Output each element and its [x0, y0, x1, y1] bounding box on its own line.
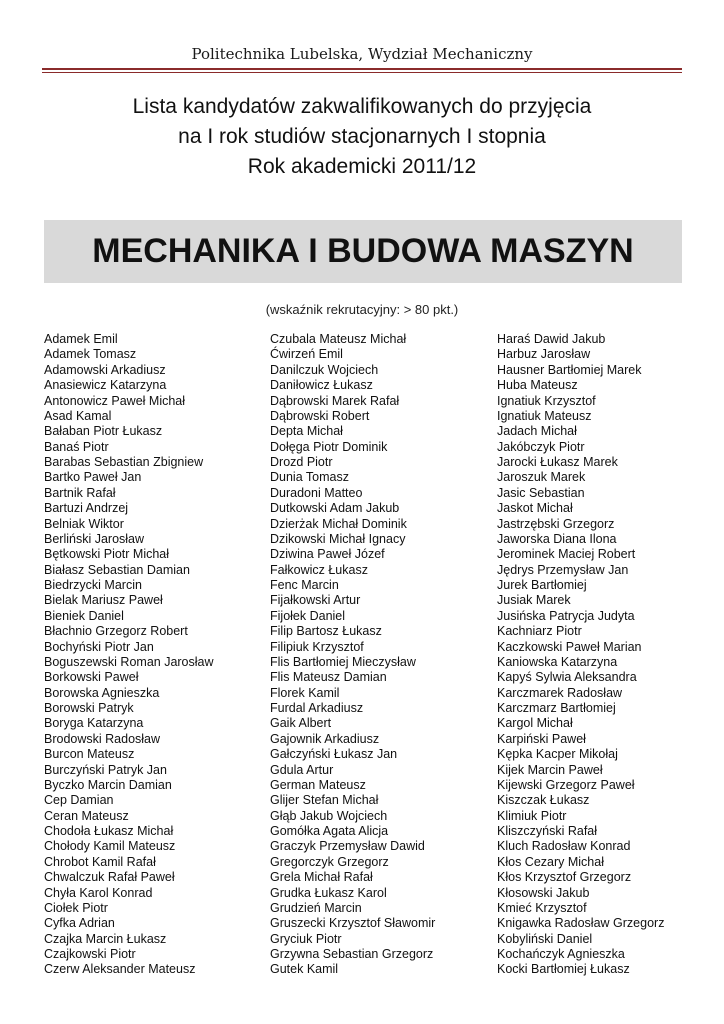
candidate-name: Chrobot Kamil Rafał [44, 854, 156, 869]
candidate-name: Białasz Sebastian Damian [44, 562, 190, 577]
candidate-name: Kochańczyk Agnieszka [497, 947, 625, 961]
candidate-name: Fenc Marcin [270, 578, 339, 592]
candidate-name: Dzierżak Michał Dominik [270, 516, 407, 531]
candidate-name: Kaczkowski Paweł Marian [497, 639, 642, 654]
title-line-3: Rok akademicki 2011/12 [247, 155, 477, 178]
candidate-name: Jurek Bartłomiej [497, 578, 587, 592]
candidate-name: Jaskot Michał [497, 501, 573, 516]
candidate-name: Kargol Michał [497, 716, 573, 731]
candidate-name: Kłos Krzysztof Grzegorz [497, 870, 632, 885]
candidate-name: Grzywna Sebastian Grzegorz [270, 947, 434, 961]
candidate-name: Kiszczak Łukasz [497, 793, 590, 808]
candidate-name: Fałkowicz Łukasz [270, 562, 368, 577]
candidate-name: Czerw Aleksander Mateusz [44, 962, 196, 977]
candidate-name: Kijek Marcin Paweł [497, 762, 603, 777]
candidate-column-1 [44, 332, 214, 978]
candidate-name: Błachnio Grzegorz Robert [44, 624, 188, 639]
candidate-name: Kapyś Sylwia Aleksandra [497, 670, 637, 685]
candidate-name: Ćwirzeń Emil [270, 347, 343, 362]
candidate-column-2 [270, 332, 435, 978]
candidate-name: Cep Damian [44, 793, 114, 808]
candidate-name: Jarocki Łukasz Marek [497, 455, 618, 469]
candidate-name: Kobyliński Daniel [497, 931, 593, 946]
title-line-1: Lista kandydatów zakwalifikowanych do przyjęcia [132, 95, 592, 118]
candidate-name: Głąb Jakub Wojciech [270, 808, 388, 823]
candidate-name: Jaworska Diana Ilona [497, 531, 617, 546]
candidate-name: Jusiak Marek [497, 593, 571, 608]
candidate-name: Kłosowski Jakub [497, 885, 590, 900]
candidate-name: Drozd Piotr [270, 455, 333, 469]
candidate-name: Klimiuk Piotr [497, 808, 567, 823]
candidate-name: Bartko Paweł Jan [44, 470, 142, 485]
candidate-name: Gałczyński Łukasz Jan [270, 747, 398, 762]
candidate-name: Bieniek Daniel [44, 608, 124, 623]
candidate-name: Dziwina Paweł Józef [270, 547, 385, 562]
candidate-name: Glijer Stefan Michał [270, 793, 379, 808]
candidate-name: Gajownik Arkadiusz [270, 731, 380, 746]
candidate-name: Haraś Dawid Jakub [497, 332, 606, 346]
candidate-name: Gutek Kamil [270, 962, 339, 977]
candidate-name: Ignatiuk Mateusz [497, 408, 592, 423]
candidate-name: Ciołek Piotr [44, 900, 108, 915]
candidate-name: Filipiuk Krzysztof [270, 639, 364, 654]
candidate-name: Boguszewski Roman Jarosław [44, 654, 214, 669]
candidate-name: Barabas Sebastian Zbigniew [44, 455, 204, 469]
candidate-name: Czajka Marcin Łukasz [44, 931, 167, 946]
candidate-name: Brodowski Radosław [44, 731, 161, 746]
candidate-name: Daniłowicz Łukasz [270, 378, 373, 393]
candidate-name: Fijałkowski Artur [270, 593, 361, 608]
candidate-name: Dąbrowski Marek Rafał [270, 393, 400, 408]
candidate-name: Gdula Artur [270, 762, 334, 777]
candidate-name: Jakóbczyk Piotr [497, 439, 585, 454]
candidate-name: Furdal Arkadiusz [270, 701, 364, 715]
candidate-name: Dąbrowski Robert [270, 408, 370, 423]
candidate-name: Flis Bartłomiej Mieczysław [270, 654, 416, 669]
candidate-name: Jędrys Przemysław Jan [497, 562, 629, 577]
candidate-name: Jusińska Patrycja Judyta [497, 608, 635, 623]
candidate-name: Huba Mateusz [497, 378, 578, 393]
recruitment-note: (wskaźnik rekrutacyjny: > 80 pkt.) [265, 302, 459, 317]
candidate-name: German Mateusz [270, 777, 366, 792]
candidate-name: Hausner Bartłomiej Marek [497, 362, 642, 377]
candidate-name: Borkowski Paweł [44, 670, 139, 685]
candidate-name: Byczko Marcin Damian [44, 777, 172, 792]
candidate-name: Boryga Katarzyna [44, 716, 144, 731]
candidate-name: Asad Kamal [44, 408, 112, 423]
candidate-name: Fijołek Daniel [270, 608, 346, 623]
candidate-name: Burcon Mateusz [44, 747, 135, 762]
candidate-name: Anasiewicz Katarzyna [44, 378, 167, 393]
candidate-name: Berliński Jarosław [44, 531, 145, 546]
candidate-name: Jaroszuk Marek [497, 470, 586, 485]
candidate-name: Knigawka Radosław Grzegorz [497, 916, 665, 931]
header-institution: Politechnika Lubelska, Wydział Mechaniczny [191, 45, 533, 63]
candidate-name: Dołęga Piotr Dominik [270, 439, 388, 454]
candidate-name: Kępka Kacper Mikołaj [497, 747, 618, 762]
candidate-name: Borowski Patryk [44, 701, 134, 715]
candidate-name: Gomółka Agata Alicja [270, 824, 389, 838]
candidate-name: Adamek Tomasz [44, 347, 137, 362]
candidate-name: Flis Mateusz Damian [270, 670, 387, 685]
candidate-name: Grudka Łukasz Karol [270, 885, 387, 900]
candidate-name: Ceran Mateusz [44, 808, 129, 823]
candidate-name: Biedrzycki Marcin [44, 578, 142, 592]
candidate-name: Ignatiuk Krzysztof [497, 393, 596, 408]
candidate-name: Jadach Michał [497, 424, 577, 439]
candidate-name: Bochyński Piotr Jan [44, 639, 154, 654]
candidate-name: Antonowicz Paweł Michał [44, 393, 186, 408]
program-name: MECHANIKA I BUDOWA MASZYN [92, 232, 634, 270]
candidate-name: Filip Bartosz Łukasz [270, 624, 382, 639]
candidate-name: Czubala Mateusz Michał [270, 332, 407, 346]
candidate-name: Dzikowski Michał Ignacy [270, 531, 406, 546]
candidate-name: Kliszczyński Rafał [497, 824, 598, 838]
candidate-name: Kijewski Grzegorz Paweł [497, 777, 635, 792]
candidate-name: Adamek Emil [44, 332, 118, 346]
candidate-name: Kaniowska Katarzyna [497, 654, 618, 669]
header-rule-thin [42, 72, 682, 73]
candidate-name: Karczmarek Radosław [497, 685, 623, 700]
candidate-name: Jasic Sebastian [497, 485, 585, 500]
candidate-name: Bielak Mariusz Paweł [44, 593, 163, 608]
candidate-name: Cyfka Adrian [44, 916, 115, 931]
candidate-name: Karczmarz Bartłomiej [497, 701, 616, 715]
candidate-name: Adamowski Arkadiusz [44, 362, 166, 377]
candidate-name: Bartnik Rafał [44, 485, 116, 500]
candidate-name: Kocki Bartłomiej Łukasz [497, 962, 630, 977]
candidate-name: Chołody Kamil Mateusz [44, 839, 176, 854]
candidate-name: Gruszecki Krzysztof Sławomir [270, 916, 436, 931]
candidate-name: Grudzień Marcin [270, 900, 362, 915]
candidate-name: Belniak Wiktor [44, 516, 124, 531]
candidate-name: Chodoła Łukasz Michał [44, 824, 174, 838]
candidate-name: Kluch Radosław Konrad [497, 839, 631, 854]
candidate-name: Chwalczuk Rafał Paweł [44, 870, 175, 885]
candidate-name: Jerominek Maciej Robert [497, 547, 636, 562]
document-title [0, 92, 724, 182]
candidate-name: Borowska Agnieszka [44, 685, 160, 700]
program-banner [44, 220, 682, 283]
candidate-column-3 [497, 332, 664, 978]
candidate-name: Danilczuk Wojciech [270, 362, 379, 377]
candidate-name: Bartuzi Andrzej [44, 501, 129, 516]
candidate-name: Duradoni Matteo [270, 485, 363, 500]
candidate-name: Czajkowski Piotr [44, 947, 136, 961]
header-rule [42, 68, 682, 70]
candidate-name: Gregorczyk Grzegorz [270, 854, 389, 869]
candidate-name: Dutkowski Adam Jakub [270, 501, 400, 516]
candidate-name: Florek Kamil [270, 685, 340, 700]
candidate-name: Banaś Piotr [44, 439, 109, 454]
candidate-name: Chyła Karol Konrad [44, 885, 153, 900]
candidate-name: Graczyk Przemysław Dawid [270, 839, 425, 854]
candidate-name: Kmieć Krzysztof [497, 900, 587, 915]
candidate-name: Harbuz Jarosław [497, 347, 591, 362]
candidate-name: Kachniarz Piotr [497, 624, 582, 639]
title-line-2: na I rok studiów stacjonarnych I stopnia [178, 125, 546, 148]
candidate-name: Burczyński Patryk Jan [44, 762, 167, 777]
candidate-name: Jastrzębski Grzegorz [497, 516, 615, 531]
candidate-name: Gryciuk Piotr [270, 931, 342, 946]
candidate-name: Gaik Albert [270, 716, 332, 731]
candidate-name: Dunia Tomasz [270, 470, 349, 485]
candidate-name: Grela Michał Rafał [270, 870, 373, 885]
candidate-name: Bętkowski Piotr Michał [44, 547, 170, 562]
candidate-name: Depta Michał [270, 424, 343, 439]
candidate-name: Kłos Cezary Michał [497, 854, 604, 869]
candidate-name: Karpiński Paweł [497, 731, 586, 746]
candidate-name: Bałaban Piotr Łukasz [44, 424, 163, 439]
